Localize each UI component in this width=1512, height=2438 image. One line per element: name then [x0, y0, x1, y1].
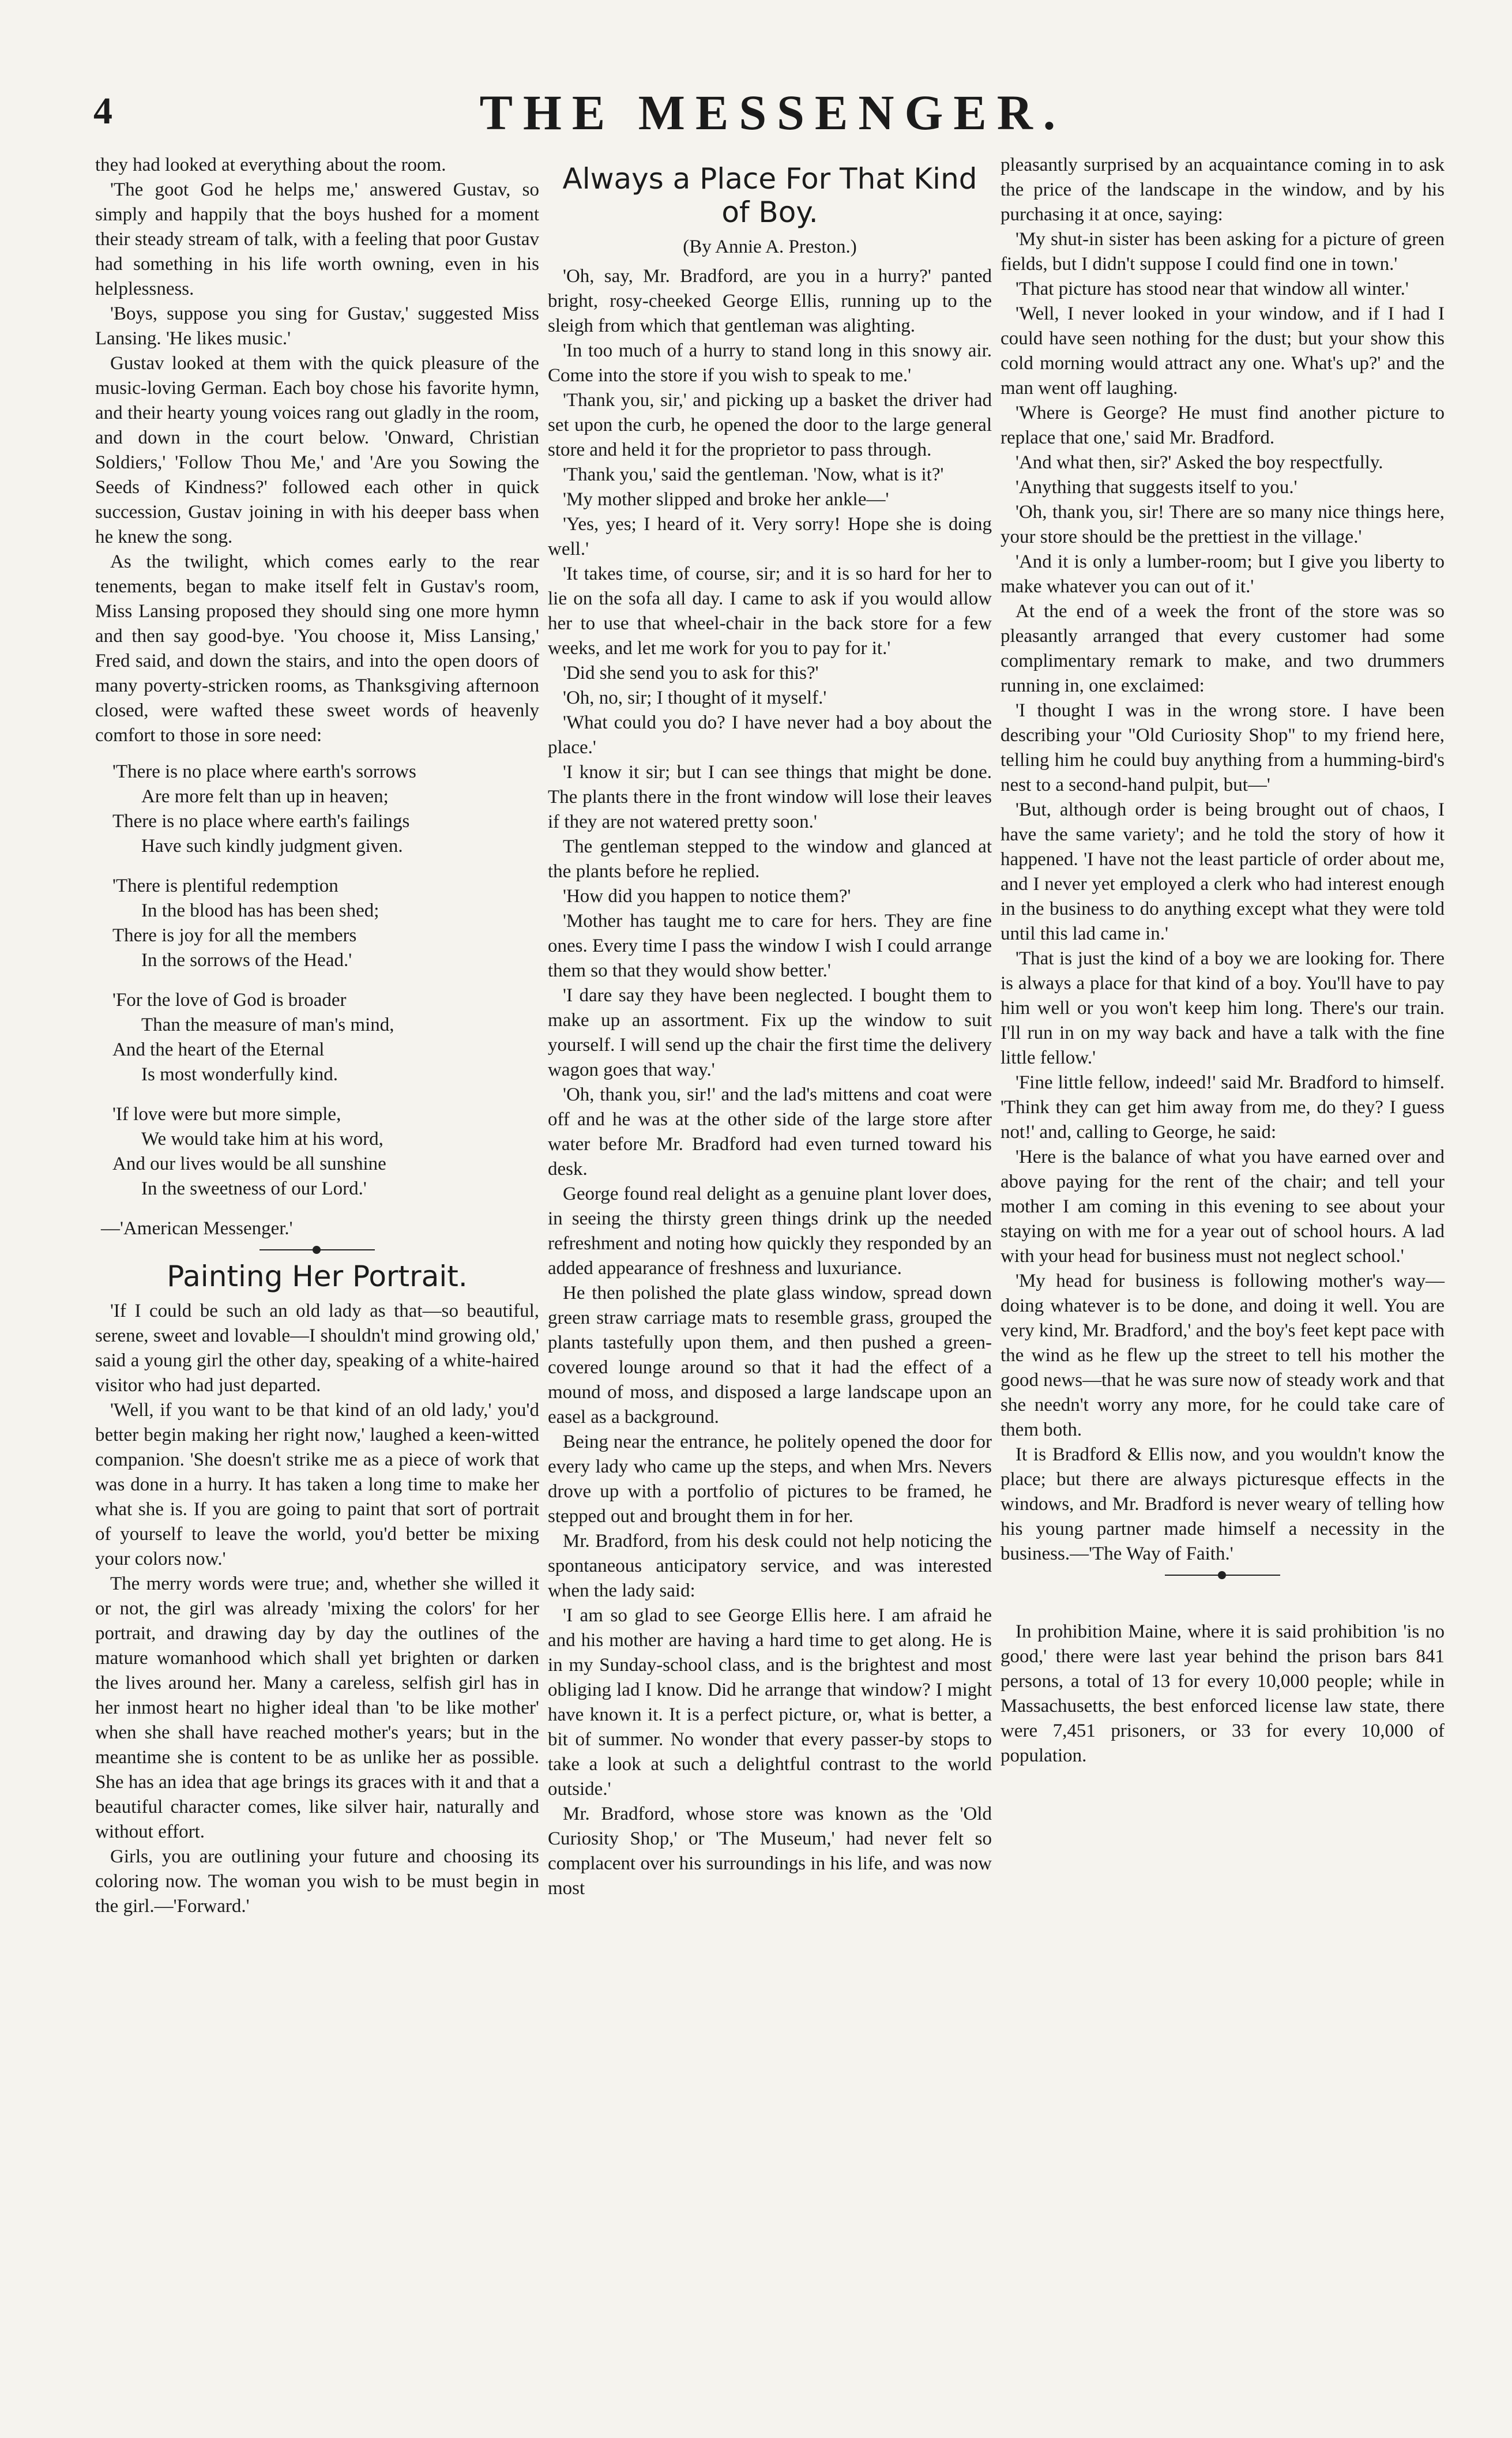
paragraph: The merry words were true; and, whether she willed it or not, the girl was already 'mixing the colors' for her portrait, and drawing day by day the outlines of the mature womanhood which shall yet brighten or darken the lives around her. Many a careless, selfish girl has in her inmost heart no higher ideal than 'to be like mother' when she shall have reached mother's years; but in the meantime she is content to be as unlike her as possible. She has an idea that age brings its graces with it and that a beautiful character comes, like silver hair, naturally and without effort. — [95, 1573, 539, 1842]
paragraph: Being near the entrance, he politely opened the door for every lady who came up the steps, and when Mrs. Nevers drove up with a portfolio of pictures to be framed, he stepped out and brought them in for her. — [548, 1432, 992, 1527]
poem-line: There is joy for all the members — [112, 925, 357, 946]
paragraph: 'Fine little fellow, indeed!' said Mr. Bradford to himself. 'Think they can get him away from me, do they? I guess not!' and, calling to George, he said: — [1001, 1072, 1445, 1143]
poem-line: 'For the love of God is broader — [112, 990, 347, 1010]
paragraph: 'Thank you, sir,' and picking up a basket the driver had set upon the curb, he opened the door to the large general store and held it for the proprietor to pass through. — [548, 390, 992, 460]
paragraph: 'I am so glad to see George Ellis here. I am afraid he and his mother are having a hard time to get along. He is in my Sunday-school class, and is the brightest and most obliging lad I know. Did he arrange that window? I might have known it. It is a perfect picture, or, what is better, a bit of summer. No wonder that every passer-by stops to take a look at such a delightful contrast to the world outside.' — [548, 1605, 992, 1800]
paragraph: 'Oh, say, Mr. Bradford, are you in a hurry?' panted bright, rosy-cheeked George Ellis, running up to the sleigh from which that gentleman was alighting. — [548, 266, 992, 336]
paragraph: 'My head for business is following mother's way—doing whatever is to be done, and doing it well. You are very kind, Mr. Bradford,' and the boy's feet kept pace with the wind as he flew up the street to tell his mother the good news—that he was sure now of steady work and that she needn't worry any more, for he could take care of them both. — [1001, 1271, 1445, 1440]
article-title: Always a Place For That Kind of Boy. — [562, 162, 977, 229]
paragraph: 'And it is only a lumber-room; but I give you liberty to make whatever you can out of it.' — [1001, 551, 1445, 597]
paragraph: 'In too much of a hurry to stand long in this snowy air. Come into the store if you wish to speak to me.' — [548, 340, 992, 386]
paragraph: 'Anything that suggests itself to you.' — [1015, 477, 1297, 498]
poem-stanza — [95, 1102, 539, 1201]
paragraph: 'Thank you,' said the gentleman. 'Now, what is it?' — [563, 464, 944, 485]
column-1 — [95, 153, 539, 1919]
column-2 — [548, 153, 992, 1901]
hymn-poem — [95, 760, 539, 1241]
spacer — [1001, 1585, 1445, 1620]
column-3 — [1001, 153, 1445, 1768]
poem-source: —'American Messenger.' — [101, 1218, 293, 1239]
paragraph: 'It takes time, of course, sir; and it is so hard for her to lie on the sofa all day. I came to ask if you would allow her to use that wheel-chair in the back store for a few weeks, and let me work for you to pay for it.' — [548, 564, 992, 659]
poem-line: 'There is no place where earth's sorrows — [112, 761, 416, 782]
paragraph: 'And what then, sir?' Asked the boy respectfully. — [1015, 452, 1383, 473]
poem-stanza — [95, 988, 539, 1087]
paragraph: 'That picture has stood near that window all winter.' — [1015, 279, 1409, 299]
poem-line: Than the measure of man's mind, — [141, 1015, 394, 1035]
poem-line: 'If love were but more simple, — [112, 1104, 341, 1125]
paragraph: 'But, although order is being brought out of chaos, I have the same variety'; and he told the story of how it happened. 'I have not the least particle of order about me, and I never yet employed a clerk who had interest enough in the business to do anything except what they were told until this lad came in.' — [1001, 799, 1445, 944]
paragraph: 'Yes, yes; I heard of it. Very sorry! Hope she is doing well.' — [548, 514, 992, 559]
prohibition-note: In prohibition Maine, where it is said prohibition 'is no good,' there were last year behind the prison bars 841 persons, a total of 13 for every 10,000 people; while in Massachusetts, the best enforced license law state, there were 7,451 prisoners, or 33 for every 10,000 of population. — [1001, 1621, 1445, 1766]
poem-line: In the sweetness of our Lord.' — [141, 1178, 367, 1199]
paragraph: He then polished the plate glass window, spread down green straw carriage mats to resemble grass, grouped the plants tastefully upon them, and then pushed a green-covered lounge around so that it had the effect of a mound of moss, and disposed a large landscape upon an easel as a background. — [548, 1283, 992, 1428]
paragraph: It is Bradford & Ellis now, and you wouldn't know the place; but there are always picturesque effects in the windows, and Mr. Bradford is never weary of telling how his young partner made himself a necessity in the business.—'The Way of Faith.' — [1001, 1444, 1445, 1564]
paragraph: 'Mother has taught me to care for hers. They are fine ones. Every time I pass the window I wish I could arrange them so that they would show better.' — [548, 911, 992, 981]
page-number: 4 — [93, 90, 112, 132]
poem-line: And our lives would be all sunshine — [112, 1154, 386, 1174]
section-divider — [1165, 1575, 1280, 1576]
paragraph: 'What could you do? I have never had a boy about the place.' — [548, 712, 992, 758]
masthead: THE MESSENGER. — [479, 85, 1066, 140]
paragraph: Mr. Bradford, from his desk could not help noticing the spontaneous anticipatory service, and was interested when the lady said: — [548, 1531, 992, 1601]
paragraph: 'Did she send you to ask for this?' — [563, 663, 819, 683]
paragraph: 'I know it sir; but I can see things that might be done. The plants there in the front window will lose their leaves if they are not watered pretty soon.' — [548, 762, 992, 832]
paragraph: 'If I could be such an old lady as that—so beautiful, serene, sweet and lovable—I shouldn't mind growing old,' said a young girl the other day, speaking of a white-haired visitor who had just departed. — [95, 1301, 539, 1396]
paragraph: 'Oh, thank you, sir!' and the lad's mittens and coat were off and he was at the other side of the large store after water before Mr. Bradford had even turned toward his desk. — [548, 1084, 992, 1179]
paragraph: 'Oh, no, sir; I thought of it myself.' — [563, 688, 827, 708]
paragraph: At the end of a week the front of the store was so pleasantly arranged that every customer had some complimentary remark to make, and two drummers running in, one exclaimed: — [1001, 601, 1445, 696]
poem-line: There is no place where earth's failings — [112, 811, 410, 832]
poem-stanza — [95, 760, 539, 859]
paragraph: 'Well, if you want to be that kind of an old lady,' you'd better begin making her right now,' laughed a keen-witted companion. 'She doesn't strike me as a piece of work that was done in a hurry. It has taken a long time to make her what she is. If you are going to paint that sort of portrait of yourself to leave the world, you'd better be mixing your colors now.' — [95, 1400, 539, 1569]
paragraph: 'Boys, suppose you sing for Gustav,' suggested Miss Lansing. 'He likes music.' — [95, 303, 539, 349]
section-divider — [259, 1249, 375, 1250]
paragraph: 'Well, I never looked in your window, and if I had I could have seen nothing for the dust; but your show this cold morning would attract any one. What's up?' and the man went off laughing. — [1001, 303, 1445, 399]
poem-line: Have such kindly judgment given. — [141, 836, 403, 857]
paragraph: 'Here is the balance of what you have earned over and above paying for the rent of the chair; and tell your mother I am coming in this evening to see about your staying on with me for a year out of school hours. A lad with your head for business must not neglect school.' — [1001, 1147, 1445, 1267]
article-byline: (By Annie A. Preston.) — [683, 236, 857, 257]
poem-line: We would take him at his word, — [141, 1129, 383, 1149]
poem-line: Is most wonderfully kind. — [141, 1064, 338, 1085]
paragraph: they had looked at everything about the room. — [95, 155, 446, 175]
paragraph: 'I thought I was in the wrong store. I have been describing your "Old Curiosity Shop" to my friend here, telling him he could buy anything from a humming-bird's nest to a second-hand pulpit, but—' — [1001, 700, 1445, 795]
poem-line: 'There is plentiful redemption — [112, 876, 338, 896]
poem-line: In the sorrows of the Head.' — [141, 950, 352, 971]
paragraph: Girls, you are outlining your future and choosing its coloring now. The woman you wish to be must begin in the girl.—'Forward.' — [95, 1846, 539, 1917]
poem-line: Are more felt than up in heaven; — [141, 786, 389, 807]
poem-line: And the heart of the Eternal — [112, 1039, 325, 1060]
paragraph: As the twilight, which comes early to the rear tenements, began to make itself felt in Gustav's room, Miss Lansing proposed they should sing one more hymn and then say good-bye. 'You choose it, Miss Lansing,' Fred said, and down the stairs, and into the open doors of many poverty-stricken rooms, as Thanksgiving afternoon closed, were wafted these sweet words of heavenly comfort to those in sore need: — [95, 551, 539, 746]
page-header — [86, 84, 1459, 147]
paragraph: 'Oh, thank you, sir! There are so many nice things here, your store should be the prettiest in the village.' — [1001, 502, 1445, 547]
paragraph: pleasantly surprised by an acquaintance coming in to ask the price of the landscape in the window, and by his purchasing it at once, saying: — [1001, 155, 1445, 225]
paragraph: 'I dare say they have been neglected. I bought them to make up an assortment. Fix up the window to suit yourself. I will send up the chair the first time the delivery wagon goes that way.' — [548, 985, 992, 1080]
paragraph: George found real delight as a genuine plant lover does, in seeing the thirsty green things drink up the needed refreshment and noting how quickly they responded by an added appearance of freshness and luxuriance. — [548, 1184, 992, 1279]
paragraph: 'Where is George? He must find another picture to replace that one,' said Mr. Bradford. — [1001, 403, 1445, 448]
paragraph: 'My mother slipped and broke her ankle—' — [563, 489, 889, 510]
paragraph: Mr. Bradford, whose store was known as the 'Old Curiosity Shop,' or 'The Museum,' had never felt so complacent over his surroundings in his life, and was now most — [548, 1804, 992, 1899]
paragraph: 'My shut-in sister has been asking for a picture of green fields, but I didn't suppose I could find one in town.' — [1001, 229, 1445, 275]
paragraph: The gentleman stepped to the window and glanced at the plants before he replied. — [548, 836, 992, 882]
poem-line: In the blood has has been shed; — [141, 900, 379, 921]
paragraph: 'How did you happen to notice them?' — [563, 886, 851, 907]
paragraph: Gustav looked at them with the quick pleasure of the music-loving German. Each boy chose his favorite hymn, and their hearty young voices rang out gladly in the room, and down in the court below. 'Onward, Christian Soldiers,' 'Follow Thou Me,' and 'Are you Sowing the Seeds of Kindness?' followed each other in quick succession, Gustav joining in with his deeper bass when he knew the song. — [95, 353, 539, 547]
poem-stanza — [95, 874, 539, 973]
paragraph: 'That is just the kind of a boy we are looking for. There is always a place for that kind of a boy. You'll have to pay him well or you won't keep him long. There's our train. I'll run in on my way back and have a talk with the fine little fellow.' — [1001, 948, 1445, 1068]
article-title: Painting Her Portrait. — [167, 1260, 468, 1293]
paragraph: 'The goot God he helps me,' answered Gustav, so simply and happily that the boys hushed for a moment their steady stream of talk, with a feeling that poor Gustav had something in his life worth owning, even in his helplessness. — [95, 179, 539, 299]
